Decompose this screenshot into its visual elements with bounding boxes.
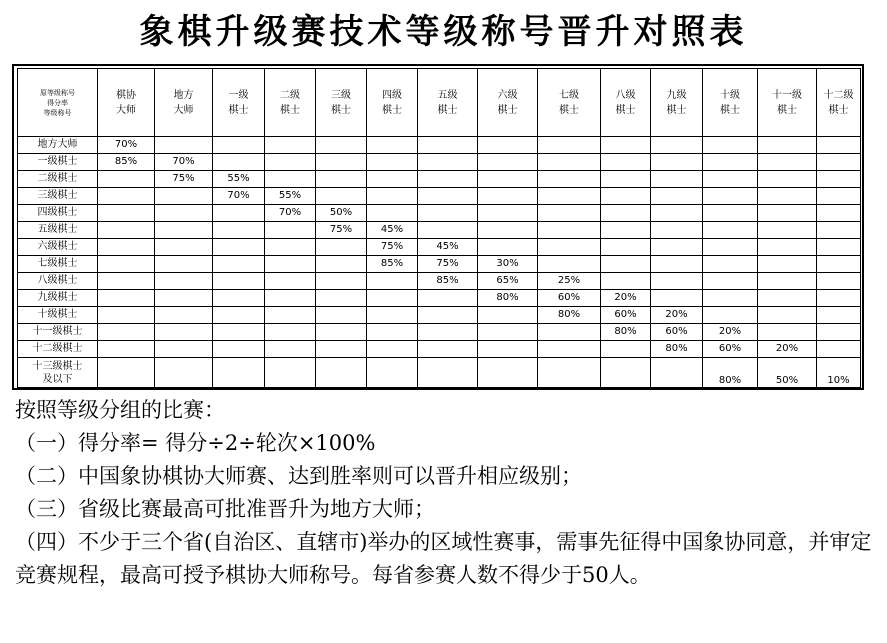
table-cell: [703, 205, 758, 222]
table-cell: [817, 222, 861, 239]
table-cell: [601, 205, 651, 222]
corner-header-cell: 原等级称号 得分率 等级称号: [18, 69, 98, 137]
notes-heading: 按照等级分组的比赛：: [15, 398, 225, 422]
table-cell: [98, 358, 155, 388]
table-cell: [538, 341, 601, 358]
table-cell: [758, 307, 817, 324]
table-cell: [601, 358, 651, 388]
table-cell: [316, 188, 367, 205]
table-cell: [155, 290, 213, 307]
table-cell: [213, 341, 265, 358]
table-cell: [316, 290, 367, 307]
note-item: （四）不少于三个省(自治区、直辖市)举办的区域性赛事，需事先征得中国象协同意，并审定竞赛规程，最高可授予棋协大师称号。每省参赛人数不得少于50人。: [15, 530, 872, 587]
table-cell: [418, 205, 478, 222]
table-cell: [367, 358, 418, 388]
table-cell: [538, 324, 601, 341]
column-header: 十二级 棋士: [817, 69, 861, 137]
table-cell: 45%: [418, 239, 478, 256]
table-cell: [651, 358, 703, 388]
table-cell: [703, 154, 758, 171]
table-cell: [155, 324, 213, 341]
table-cell: [316, 324, 367, 341]
table-cell: [265, 154, 316, 171]
table-row: [18, 256, 861, 273]
column-header: 五级 棋士: [418, 69, 478, 137]
table-cell: [316, 341, 367, 358]
table-cell: [538, 256, 601, 273]
table-cell: [213, 222, 265, 239]
table-cell: 80%: [651, 341, 703, 358]
table-cell: [703, 222, 758, 239]
table-cell: [478, 188, 538, 205]
table-cell: [478, 222, 538, 239]
note-item: （二）中国象协棋协大师赛、达到胜率则可以晋升相应级别；: [15, 464, 582, 488]
table-row: [18, 307, 861, 324]
table-cell: [155, 307, 213, 324]
column-header: 二级 棋士: [265, 69, 316, 137]
column-header: 三级 棋士: [316, 69, 367, 137]
table-cell: [758, 154, 817, 171]
table-cell: [367, 137, 418, 154]
column-header: 八级 棋士: [601, 69, 651, 137]
column-header: 地方 大师: [155, 69, 213, 137]
table-cell: [601, 188, 651, 205]
table-cell: [265, 324, 316, 341]
table-cell: 60%: [651, 324, 703, 341]
table-cell: [265, 341, 316, 358]
row-header-cell: 十二级棋士: [18, 341, 98, 358]
table-cell: 60%: [601, 307, 651, 324]
table-cell: [651, 205, 703, 222]
table-cell: [316, 137, 367, 154]
table-cell: 75%: [418, 256, 478, 273]
table-cell: [651, 188, 703, 205]
table-cell: [98, 239, 155, 256]
table-cell: [418, 290, 478, 307]
column-header: 棋协 大师: [98, 69, 155, 137]
table-cell: [651, 222, 703, 239]
table-cell: [367, 171, 418, 188]
table-cell: [265, 290, 316, 307]
table-cell: [651, 137, 703, 154]
table-row: [18, 341, 861, 358]
table-cell: [265, 137, 316, 154]
table-cell: [213, 307, 265, 324]
table-cell: [155, 239, 213, 256]
table-cell: [418, 188, 478, 205]
table-cell: [758, 256, 817, 273]
table-cell: [703, 273, 758, 290]
column-header: 六级 棋士: [478, 69, 538, 137]
table-cell: [817, 137, 861, 154]
table-cell: [601, 341, 651, 358]
table-cell: [213, 205, 265, 222]
table-cell: [817, 341, 861, 358]
table-row: [18, 171, 861, 188]
row-header-cell: 十三级棋士 及以下: [18, 358, 98, 388]
table-cell: [758, 222, 817, 239]
table-cell: [265, 358, 316, 388]
table-row: [18, 273, 861, 290]
row-header-cell: 七级棋士: [18, 256, 98, 273]
table-cell: [651, 171, 703, 188]
column-header: 九级 棋士: [651, 69, 703, 137]
table-cell: 70%: [155, 154, 213, 171]
table-cell: [367, 307, 418, 324]
table-cell: [817, 307, 861, 324]
table-cell: [703, 171, 758, 188]
row-header-cell: 五级棋士: [18, 222, 98, 239]
table-cell: [265, 239, 316, 256]
table-cell: [155, 341, 213, 358]
table-cell: 85%: [418, 273, 478, 290]
table-cell: [817, 171, 861, 188]
grade-promotion-table: [17, 68, 861, 388]
table-cell: 80%: [538, 307, 601, 324]
table-cell: [817, 205, 861, 222]
table-cell: [367, 154, 418, 171]
row-header-cell: 八级棋士: [18, 273, 98, 290]
table-row: [18, 324, 861, 341]
table-cell: [155, 256, 213, 273]
table-cell: [98, 188, 155, 205]
table-cell: [478, 307, 538, 324]
table-cell: 75%: [316, 222, 367, 239]
table-cell: [817, 290, 861, 307]
table-cell: [98, 307, 155, 324]
table-cell: 75%: [155, 171, 213, 188]
column-header: 十一级 棋士: [758, 69, 817, 137]
table-cell: [98, 273, 155, 290]
table-cell: [601, 154, 651, 171]
table-cell: [538, 239, 601, 256]
table-cell: [817, 239, 861, 256]
table-cell: [538, 188, 601, 205]
table-body: [18, 137, 861, 388]
table-cell: [758, 205, 817, 222]
table-cell: [478, 137, 538, 154]
row-header-cell: 十一级棋士: [18, 324, 98, 341]
table-row: [18, 239, 861, 256]
table-cell: [213, 154, 265, 171]
table-cell: [265, 256, 316, 273]
table-cell: [418, 307, 478, 324]
table-cell: [703, 188, 758, 205]
table-cell: [213, 256, 265, 273]
table-cell: 70%: [265, 205, 316, 222]
table-cell: [703, 137, 758, 154]
table-cell: [601, 222, 651, 239]
table-cell: [758, 273, 817, 290]
table-cell: [418, 154, 478, 171]
table-cell: [316, 171, 367, 188]
table-cell: [213, 239, 265, 256]
table-cell: 60%: [538, 290, 601, 307]
page-title: 象棋升级赛技术等级称号晋升对照表: [139, 12, 748, 52]
table-cell: 50%: [316, 205, 367, 222]
table-cell: [367, 290, 418, 307]
table-cell: [98, 222, 155, 239]
table-cell: [478, 171, 538, 188]
table-cell: [758, 290, 817, 307]
table-cell: [367, 324, 418, 341]
table-cell: [817, 256, 861, 273]
table-cell: 50%: [758, 358, 817, 388]
table-cell: [316, 154, 367, 171]
table-cell: [478, 341, 538, 358]
table-cell: [601, 137, 651, 154]
table-cell: [651, 273, 703, 290]
table-cell: [367, 341, 418, 358]
table-cell: [538, 137, 601, 154]
column-header: 七级 棋士: [538, 69, 601, 137]
table-cell: [703, 239, 758, 256]
table-cell: 85%: [367, 256, 418, 273]
table-row: [18, 205, 861, 222]
table-cell: [703, 307, 758, 324]
table-cell: [367, 273, 418, 290]
table-cell: [758, 239, 817, 256]
table-cell: [316, 307, 367, 324]
table-cell: 80%: [601, 324, 651, 341]
table-cell: [265, 273, 316, 290]
note-item: （一）得分率= 得分÷2÷轮次×100%: [15, 431, 376, 455]
column-header: 四级 棋士: [367, 69, 418, 137]
table-cell: [418, 358, 478, 388]
table-cell: 70%: [213, 188, 265, 205]
table-cell: 20%: [758, 341, 817, 358]
row-header-cell: 一级棋士: [18, 154, 98, 171]
table-cell: 20%: [601, 290, 651, 307]
table-cell: [155, 137, 213, 154]
table-cell: [538, 171, 601, 188]
table-row: [18, 222, 861, 239]
table-row: [18, 290, 861, 307]
table-cell: [98, 256, 155, 273]
table-cell: [418, 137, 478, 154]
table-cell: [316, 358, 367, 388]
table-cell: [703, 290, 758, 307]
table-cell: [316, 273, 367, 290]
table-cell: [98, 171, 155, 188]
table-cell: [213, 290, 265, 307]
table-cell: [265, 222, 316, 239]
table-cell: [155, 188, 213, 205]
table-cell: [601, 256, 651, 273]
table-cell: [758, 137, 817, 154]
table-cell: 85%: [98, 154, 155, 171]
table-cell: 75%: [367, 239, 418, 256]
table-cell: [155, 358, 213, 388]
table-cell: [213, 358, 265, 388]
row-header-cell: 地方大师: [18, 137, 98, 154]
row-header-cell: 九级棋士: [18, 290, 98, 307]
table-cell: [98, 341, 155, 358]
table-cell: [418, 171, 478, 188]
table-cell: [418, 324, 478, 341]
row-header-cell: 十级棋士: [18, 307, 98, 324]
table-cell: [817, 188, 861, 205]
table-cell: [478, 324, 538, 341]
table-cell: [478, 239, 538, 256]
row-header-cell: 三级棋士: [18, 188, 98, 205]
table-cell: [316, 239, 367, 256]
table-cell: [817, 154, 861, 171]
table-cell: [538, 205, 601, 222]
table-cell: [601, 171, 651, 188]
table-row: [18, 358, 861, 388]
table-cell: [213, 273, 265, 290]
table-cell: 70%: [98, 137, 155, 154]
row-header-cell: 六级棋士: [18, 239, 98, 256]
table-cell: [651, 239, 703, 256]
table-row: [18, 154, 861, 171]
table-cell: [538, 358, 601, 388]
table-cell: 65%: [478, 273, 538, 290]
table-cell: [418, 341, 478, 358]
table-cell: [478, 205, 538, 222]
row-header-cell: 二级棋士: [18, 171, 98, 188]
table-cell: [758, 188, 817, 205]
table-cell: [817, 273, 861, 290]
table-cell: 55%: [265, 188, 316, 205]
table-cell: [651, 256, 703, 273]
table-cell: [155, 222, 213, 239]
table-cell: [478, 358, 538, 388]
table-cell: [213, 324, 265, 341]
table-row: [18, 188, 861, 205]
table-cell: 80%: [478, 290, 538, 307]
table-cell: [758, 171, 817, 188]
note-item: （三）省级比赛最高可批准晋升为地方大师；: [15, 497, 435, 521]
table-cell: 20%: [651, 307, 703, 324]
table-cell: [98, 324, 155, 341]
table-cell: 80%: [703, 358, 758, 388]
column-header: 一级 棋士: [213, 69, 265, 137]
table-cell: 10%: [817, 358, 861, 388]
table-row: [18, 137, 861, 154]
table-cell: [651, 290, 703, 307]
table-cell: 25%: [538, 273, 601, 290]
table-cell: [98, 205, 155, 222]
table-cell: [155, 205, 213, 222]
table-cell: [265, 307, 316, 324]
table-cell: [98, 290, 155, 307]
table-cell: [418, 222, 478, 239]
table-cell: [601, 273, 651, 290]
table-cell: [817, 324, 861, 341]
table-cell: 60%: [703, 341, 758, 358]
table-cell: [213, 137, 265, 154]
table-cell: [538, 154, 601, 171]
table-cell: 45%: [367, 222, 418, 239]
notes-section: [15, 394, 875, 592]
table-cell: [155, 273, 213, 290]
table-cell: 30%: [478, 256, 538, 273]
table-cell: [601, 239, 651, 256]
table-cell: [703, 256, 758, 273]
table-cell: [367, 188, 418, 205]
table-cell: [367, 205, 418, 222]
table-cell: [758, 324, 817, 341]
table-cell: [538, 222, 601, 239]
table-cell: 55%: [213, 171, 265, 188]
table-cell: [478, 154, 538, 171]
table-header-row: [18, 69, 861, 137]
table-cell: [265, 171, 316, 188]
row-header-cell: 四级棋士: [18, 205, 98, 222]
table-cell: [316, 256, 367, 273]
table-cell: 20%: [703, 324, 758, 341]
table-cell: [651, 154, 703, 171]
column-header: 十级 棋士: [703, 69, 758, 137]
